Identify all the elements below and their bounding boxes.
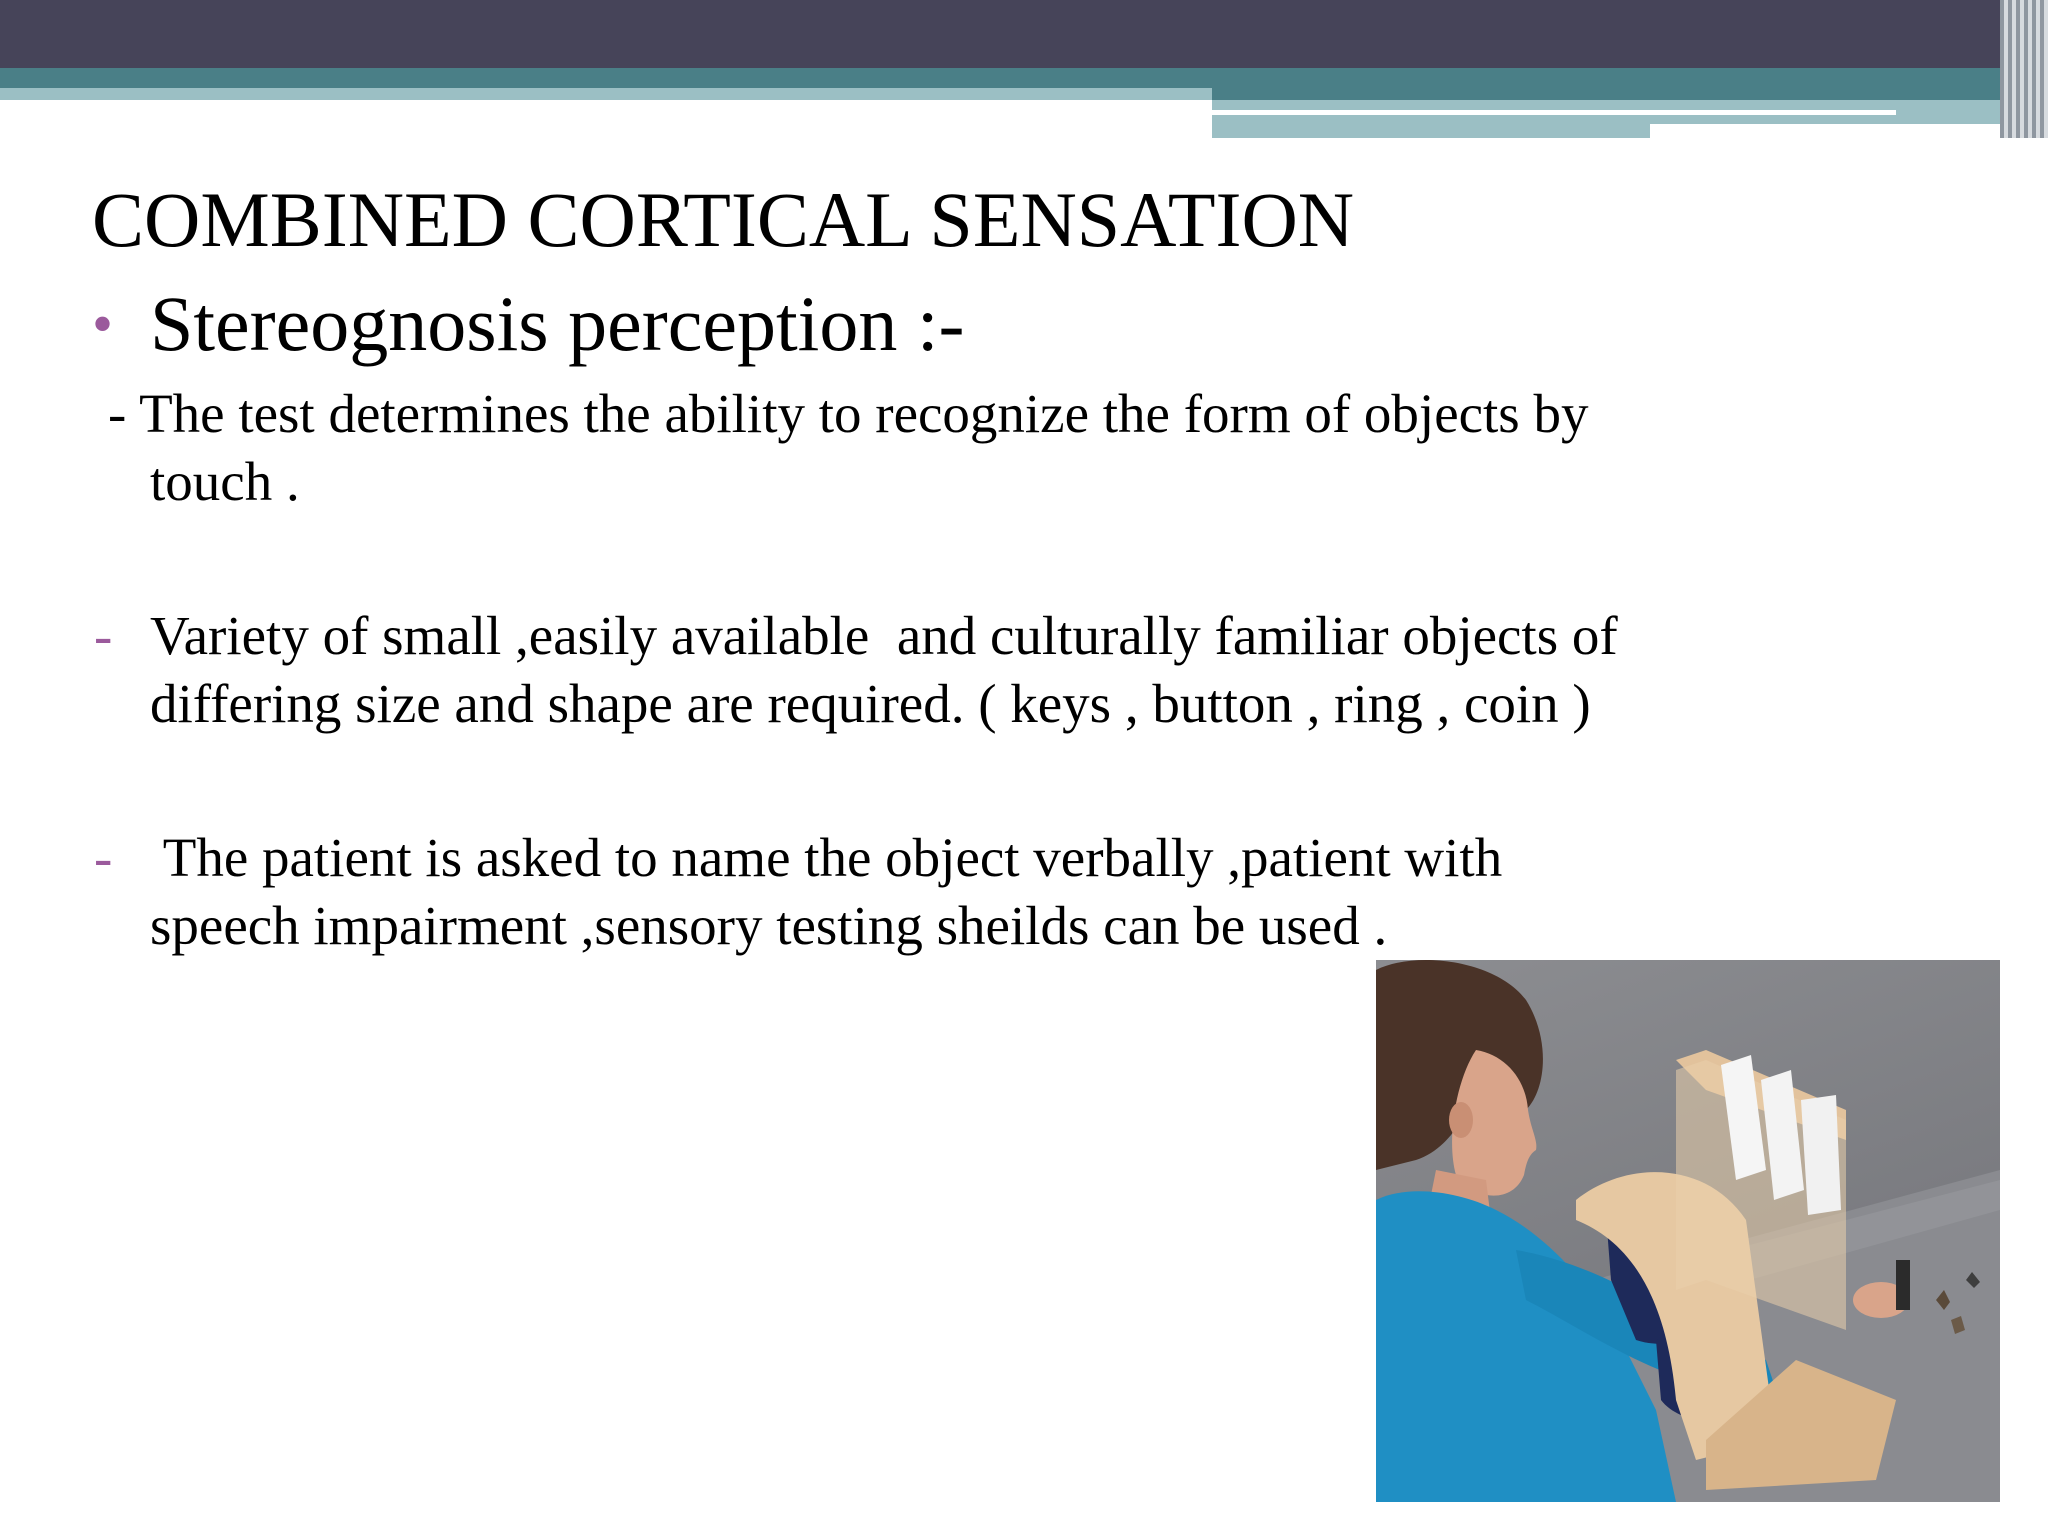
dash-marker: - [94, 827, 113, 888]
bullet-marker: • [92, 291, 114, 357]
paragraph-line: touch . [150, 451, 300, 512]
paragraph-line: The patient is asked to name the object verbally ,patient with [150, 827, 1503, 888]
paragraph-line: differing size and shape are required. ( keys , button , ring , coin ) [150, 673, 1591, 734]
bullet-text: Stereognosis perception :- [150, 280, 965, 367]
slide-title: COMBINED CORTICAL SENSATION [92, 176, 1355, 263]
paragraph-naming [94, 824, 1870, 960]
stereognosis-test-photo [1376, 960, 2000, 1502]
paragraph-line: Variety of small ,easily available and culturally familiar objects of [150, 605, 1618, 666]
header-bar-dark [0, 0, 2048, 68]
object-held [1896, 1260, 1910, 1310]
header-white-line [1212, 110, 1896, 115]
paragraph-test-description [108, 380, 1870, 516]
dash-marker: - [94, 605, 113, 666]
header-bar-teal [0, 68, 1212, 88]
card [1801, 1095, 1841, 1215]
photo-illustration [1376, 960, 2000, 1502]
header-bar-light-strip [1212, 124, 1650, 138]
header-white-tail [1650, 130, 2012, 138]
header-bar-teal-right [1212, 68, 2012, 100]
paragraph-line: speech impairment ,sensory testing sheilds can be used . [150, 895, 1388, 956]
ear [1449, 1102, 1473, 1138]
main-bullet [92, 276, 964, 372]
header-stripes [2000, 0, 2048, 138]
paragraph-objects [94, 602, 1870, 738]
paragraph-line: - The test determines the ability to recognize the form of objects by [108, 383, 1589, 444]
header-bar-light [0, 88, 1212, 100]
